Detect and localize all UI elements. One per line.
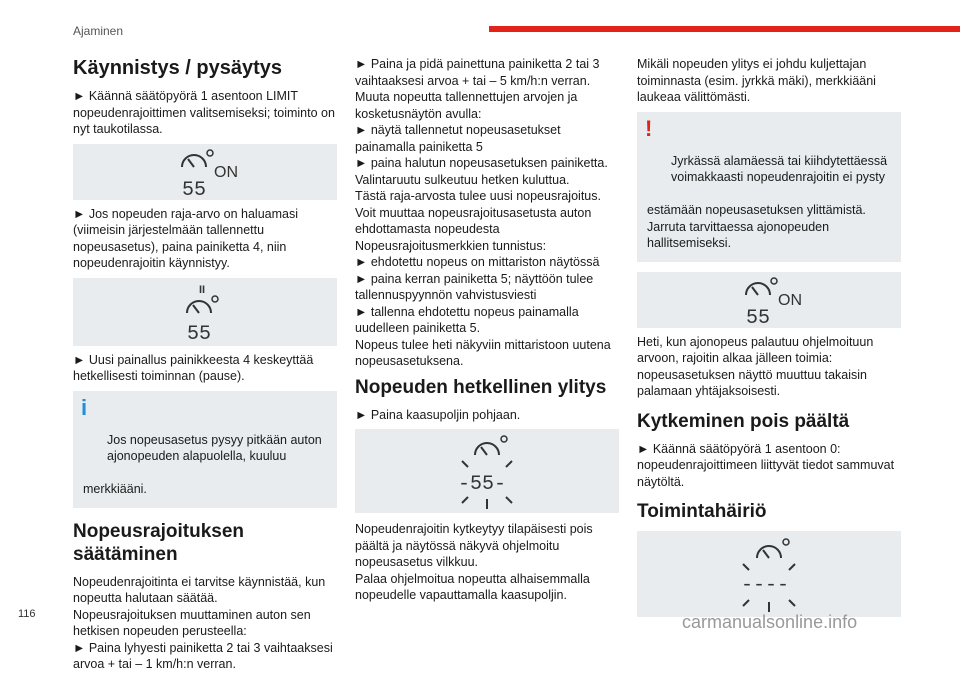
display-image-limiter-flashing xyxy=(355,429,619,513)
display-image-limiter-on xyxy=(637,272,901,328)
column-3 xyxy=(637,56,901,617)
paragraph: Nopeudenrajoitinta ei tarvitse käynnistää, kun nopeutta halutaan säätää. Nopeusrajoituksen muuttaminen auton sen hetkisen nopeuden perusteella: ► Paina lyhyesti painiketta 2 tai 3 vaihtaaksesi arvoa + tai – 1 km/h:n verran. xyxy=(73,574,333,671)
display-image-limiter-fault xyxy=(637,531,901,617)
header-accent-bar xyxy=(489,26,960,32)
section-title-temporary-exceed: Nopeuden hetkellinen ylitys xyxy=(355,376,607,398)
svg-text:----: ---- xyxy=(741,574,790,597)
warning-icon: ! xyxy=(645,115,653,141)
section-title-adjust: Nopeusrajoituksen säätäminen xyxy=(73,520,245,565)
svg-text:II: II xyxy=(199,283,206,296)
speedometer-icon xyxy=(734,275,804,325)
speedometer-pause-icon xyxy=(175,281,235,343)
watermark: carmanualsonline.info xyxy=(682,612,858,632)
speedometer-icon xyxy=(170,147,240,197)
info-icon: i xyxy=(81,394,88,420)
paragraph: Mikäli nopeuden ylitys ei johdu kuljettajan toiminnasta (esim. jyrkkä mäki), merkkiääni laukeaa välittömästi. xyxy=(637,57,876,104)
section-title-malfunction: Toimintahäiriö xyxy=(637,501,767,522)
svg-text:-55-: -55- xyxy=(458,473,507,496)
info-note: i Jos nopeusasetus pysyy pitkään auton ajonopeuden alapuolella, kuuluu merkkiääni. xyxy=(73,391,337,508)
section-title-switch-off: Kytkeminen pois päältä xyxy=(637,410,850,432)
speedometer-fault-icon xyxy=(719,534,819,614)
column-2 xyxy=(355,56,619,610)
page-number: 116 xyxy=(18,608,36,620)
svg-text:ON: ON xyxy=(778,291,802,309)
section-title-start-stop: Käynnistys / pysäytys xyxy=(73,57,282,79)
column-1 xyxy=(73,56,337,679)
paragraph: ► Käännä säätöpyörä 1 asentoon 0: nopeudenrajoittimeen liittyvät tiedot sammuvat näytöltä. xyxy=(637,441,895,489)
section-label: Ajaminen xyxy=(73,24,124,38)
paragraph: ► Käännä säätöpyörä 1 asentoon LIMIT nopeudenrajoittimen valitsemiseksi; toiminto on nyt taukotilassa. xyxy=(73,89,335,136)
speedometer-flashing-icon xyxy=(442,431,532,511)
paragraph: ► Paina kaasupoljin pohjaan. xyxy=(355,407,521,422)
svg-text:55: 55 xyxy=(746,306,771,325)
warning-note: ! Jyrkässä alamäessä tai kiihdytettäessä voimakkaasti nopeudenrajoitin ei pysty estämään nopeusasetuksen ylittämistä. Jarruta tarvittaessa ajonopeuden hallitsemiseksi. xyxy=(637,112,901,262)
paragraph: ► Jos nopeuden raja-arvo on haluamasi (viimeisin järjestelmään tallennettu nopeusasetus), paina painiketta 4, niin nopeudenrajoitin käynnistyy. xyxy=(73,206,299,270)
svg-text:55: 55 xyxy=(182,178,207,197)
display-image-limiter-pause xyxy=(73,278,337,346)
svg-text:55: 55 xyxy=(187,322,212,343)
paragraph: ► Paina ja pidä painettuna painiketta 2 tai 3 vaihtaaksesi arvoa + tai – 5 km/h:n verran. Muuta nopeutta tallennettujen arvojen ja kosketusnäytön avulla: ► näytä tallennetut nopeusasetukset painamalla painiketta 5 ► paina halutun nopeusasetuksen painiketta. Valintaruutu sulkeutuu hetken kuluttua. Tästä raja-arvosta tulee uusi nopeusrajoitus. Voit muuttaa nopeusrajoitusasetusta auton ehdottamasta nopeudesta Nopeusrajoitusmerkkien tunnistus: ► ehdotettu nopeus on mittariston näytössä ► paina kerran painiketta 5; näyttöön tulee tallennuspyynnön vahvistusviesti ► tallenna ehdotettu nopeus painamalla uudelleen painiketta 5. Nopeus tulee heti näkyviin mittaristoon uutena nopeusasetuksena. xyxy=(355,57,611,368)
svg-text:ON: ON xyxy=(214,163,238,181)
paragraph: Heti, kun ajonopeus palautuu ohjelmoituun arvoon, rajoitin alkaa jälleen toimia: nopeusasetuksen näyttö muuttuu takaisin palamaan yhtäjaksoisesti. xyxy=(637,334,874,398)
paragraph: Nopeudenrajoitin kytkeytyy tilapäisesti pois päältä ja näytössä näkyvä ohjelmoitu nopeusasetus vilkkuu. Palaa ohjelmoitua nopeutta alhaisemmalla nopeudelle vapauttamalla kaasupoljin. xyxy=(355,522,593,602)
paragraph: ► Uusi painallus painikkeesta 4 keskeyttää hetkellisesti toiminnan (pause). xyxy=(73,352,314,383)
display-image-limiter-on xyxy=(73,144,337,200)
